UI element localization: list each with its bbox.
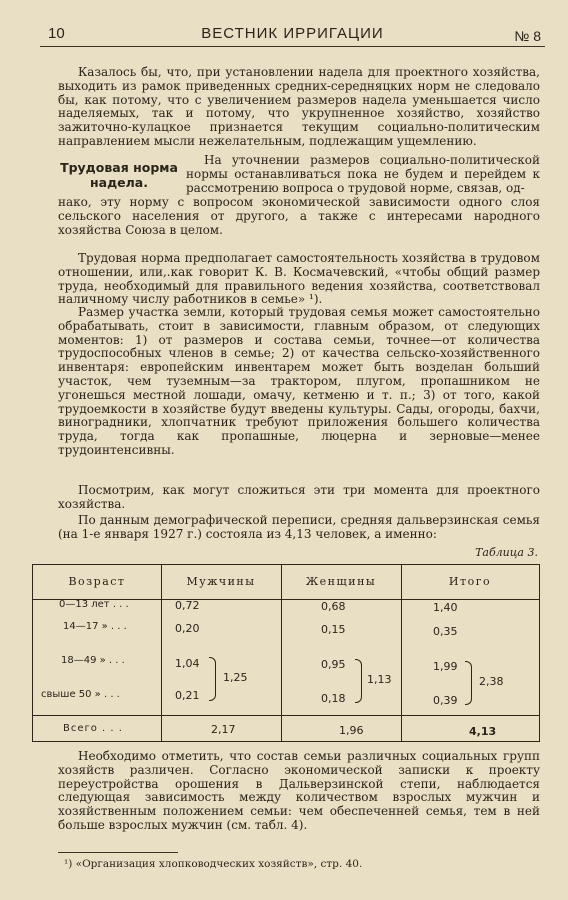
- header-total: Итого: [448, 575, 492, 588]
- paragraph-4: Размер участка земли, который трудовая семья может самостоятельно обрабатывать, стоит в зависимости, главным образом, от следующих моментов: 1) от размеров и состава семьи, точнее—от количества трудоспособных членов в семье; 2) от качества сельско-хозяйственного инвентаря: европейским инвентарем может быть возделан больший участок, чем туземным—за трактором, плугом, пропашником не угонешься местной лошади, омачу, кетменю и т. п.; 3) от того, какой трудоемкости в хозяйстве будут введены культуры. Сады, огороды, бахчи, виноградники, хлопчатник требуют приложения большего количества труда, тогда как пропашные, люцерна и зерновые—менее трудоинтенсивны.: [58, 305, 540, 457]
- total-women: 1,96: [339, 724, 364, 737]
- table-cell-men: 0,21: [175, 689, 200, 702]
- table-cell-total: 1,99: [433, 660, 458, 673]
- table-cell-men: 0,20: [175, 622, 200, 635]
- subtotal-men: 1,25: [223, 671, 248, 684]
- header-men: Мужчины: [186, 575, 256, 588]
- column-divider: [281, 565, 282, 741]
- table-cell-women: 0,95: [321, 658, 346, 671]
- total-all: 4,13: [469, 725, 497, 738]
- paragraph-7: Необходимо отметить, что состав семьи различных социальных групп хозяйств различен. Согласно экономической записки к проекту переустройства орошения в Дальверзинской степи, наблюдается следующая зависимость между количеством взрослых мужчин и хозяйственным положением семьи: чем обеспеченней семья, тем в ней больше взрослых мужчин (см. табл. 4).: [58, 749, 540, 832]
- paragraph-2-start: На уточнении размеров социально-политической нормы останавливаться пока не будем и перейдем к рассмотрению вопроса о трудовой норме, связав, од-: [186, 153, 540, 195]
- issue-number: № 8: [514, 28, 541, 44]
- table-cell-women: 0,68: [321, 600, 346, 613]
- header-age: Возраст: [68, 575, 126, 588]
- subtotal-total: 2,38: [479, 675, 504, 688]
- paragraph-5: Посмотрим, как могут сложиться эти три момента для проектного хозяйства.: [58, 483, 540, 511]
- table-cell-men: 0,72: [175, 599, 200, 612]
- journal-title: ВЕСТНИК ИРРИГАЦИИ: [201, 25, 384, 42]
- page-number: 10: [48, 25, 65, 42]
- table-row-age: 18—49 » . . .: [61, 655, 125, 666]
- column-divider: [401, 565, 402, 741]
- column-divider: [161, 565, 162, 741]
- table-caption: Таблица 3.: [475, 546, 538, 559]
- page-header: [40, 24, 545, 47]
- table-cell-women: 0,15: [321, 623, 346, 636]
- total-rule: [33, 715, 539, 716]
- paragraph-3: Трудовая норма предполагает самостоятельность хозяйства в трудовом отношении, или,.как говорит К. В. Космачевский, «чтобы общий размер труда, необходимый для правильного ведения хозяйства, соответствовал наличному числу работников в семье» ¹).: [58, 251, 540, 307]
- paragraph-6: По данным демографической переписи, средняя дальверзинская семья (на 1-е января 1927 г.) состояла из 4,13 человек, а именно:: [58, 513, 540, 541]
- family-composition-table: [32, 564, 540, 742]
- footnote-rule: [58, 852, 178, 853]
- sidebar-heading: Трудовая норма надела.: [60, 160, 178, 190]
- brace-women: [355, 659, 362, 703]
- table-row-age: свыше 50 » . . .: [41, 689, 120, 700]
- table-row-age: 14—17 » . . .: [63, 621, 127, 632]
- footnote: ¹) «Организация хлопководческих хозяйств», стр. 40.: [64, 858, 363, 870]
- brace-men: [209, 657, 216, 701]
- table-row-age: 0—13 лет . . .: [59, 599, 129, 610]
- paragraph-2-continued: нако, эту норму с вопросом экономической зависимости одного слоя сельского населения от другого, а также с интересами народного хозяйства Союза в целом.: [58, 195, 540, 237]
- subtotal-women: 1,13: [367, 673, 392, 686]
- table-cell-women: 0,18: [321, 692, 346, 705]
- table-cell-total: 0,35: [433, 625, 458, 638]
- table-cell-men: 1,04: [175, 657, 200, 670]
- paragraph-1: Казалось бы, что, при установлении надела для проектного хозяйства, выходить из рамок приведенных средних-середняцких норм не следовало бы, как потому, что с увеличением размеров надела уменьшается число наделяемых, так и потому, что укрупненное хозяйство, хозяйство зажиточно-кулацкое признается текущим социально-политическим направлением мысли нежелательным, подлежащим ущемлению.: [58, 65, 540, 148]
- table-cell-total: 0,39: [433, 694, 458, 707]
- header-women: Женщины: [305, 575, 377, 588]
- brace-total: [465, 661, 472, 705]
- total-row-label: Всего . . .: [63, 723, 123, 734]
- table-cell-total: 1,40: [433, 601, 458, 614]
- total-men: 2,17: [211, 723, 236, 736]
